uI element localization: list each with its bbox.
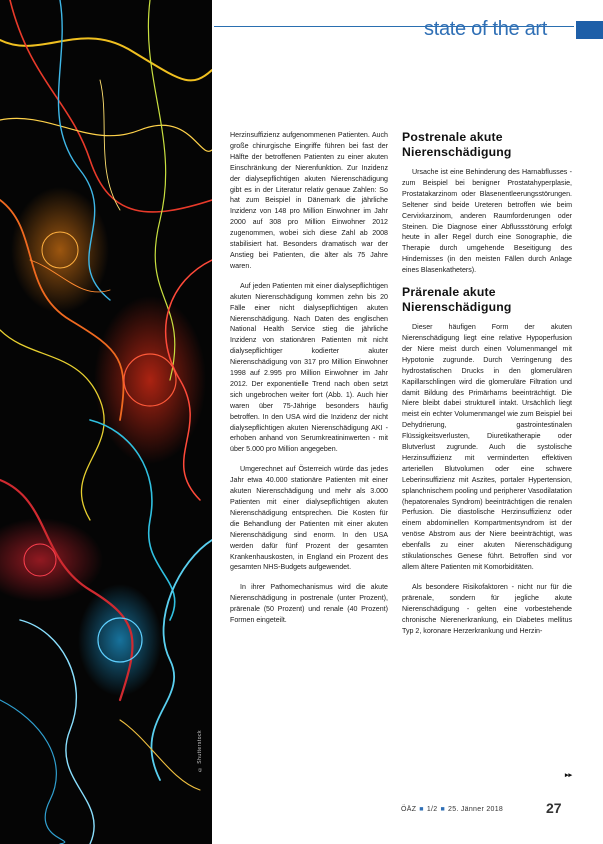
- text-column-left: [230, 130, 388, 635]
- page-number: 27: [546, 800, 562, 816]
- continue-arrow-icon: ▸▸: [565, 772, 573, 779]
- paragraph: Herzinsuffizienz aufgenommenen Patienten. Auch große chirurgische Eingriffe führen bei fast der Hälfte der betroffenen Patienten zu einer akuten Einschränkung der Nierenfunktion. Zur Inzidenz der dialysepflichtigen akuten Nierenschädigung gibt es in der Literatur relativ genaue Zahlen: So hat zum Beispiel in Dänemark die jährliche Inzidenz von 148 pro Million Einwohner im Jahr 2000 auf 308 pro Million Einwohner 2012 zugenommen, wobei sich diese Zahl ab 2008 stabilisiert hat. Besonders dramatisch war der Anstieg bei Patienten, die älter als 75 Jahre waren.: [230, 131, 388, 270]
- paragraph: Ursache ist eine Behinderung des Harnabflusses - zum Beispiel bei benigner Prostatahyperplasie, Prostatakarzinom oder Blasenentleerungsstörungen. Seltener sind beide Ureteren betroffen wie beim Cervixkarzinom, anderen Raumforderungen oder Steinen. Die Diagnose einer Abflussstörung erfolgt heute in aller Regel durch eine Sonographie, die Therapie durch umgehende Beseitigung des Hindernisses (in den meisten Fällen durch Anlage eines Blasenkatheters).: [402, 168, 572, 275]
- section-heading: Prärenale akute Nierenschädigung: [402, 285, 512, 314]
- text-column-right: [402, 130, 572, 645]
- journal-name: ÖÄZ: [401, 806, 417, 813]
- section-title: state of the art: [424, 18, 548, 40]
- cover-photo: [0, 0, 212, 844]
- paragraph: Dieser häufigen Form der akuten Nierenschädigung liegt eine relative Hypoperfusion der Niere meist durch einen Volumenmangel mit Hypotonie zugrunde. Durch Verringerung des hydrostatischen Drucks in den glomerulären Kapillarschlingen wird die glomeruläre Filtration und damit Bildung des Primärharns beeinträchtigt. Die Niere bleibt dabei strukturell intakt. Ursächlich liegt meist ein echter Volumenmangel wie zum Beispiel bei Dehydrierung, gastrointestinalen Flüssigkeitsverlusten, Diuretikatherapie oder Blutverlust zugrunde. Auch die systolische Herzinsuffizienz mit verminderten effektiven arteriellen Blutvolumen oder eine schwere Leberinsuffizienz mit Aszites, portaler Hypertension, splanchnischem pooling und peripherer Vasodilatation (hepatorenales Syndrom) beeinträchtigen die renalen Perfusion. Die diastolische Herzinsuffizienz oder einem abdominellen Kompartmentsyndrom ist der venöse Abstrom aus der Niere beeinträchtigt, was ebenfalls zu einer akuten Nierenschädigung stikulationsches Genese führt. Betroffen sind vor allem ältere Patienten mit Komorbiditäten.: [402, 323, 572, 571]
- paragraph: Umgerechnet auf Österreich würde das jedes Jahr etwa 40.000 stationäre Patienten mit einer akuten Nierenschädigung und mehr als 3.000 Patienten mit einer dialysepflichtigen akuten Nierenschädigung entsprechen. Die Kosten für die Behandlung der Patienten mit einer akuten Nierenschädigung sind enorm. In den USA werden dafür fünf Prozent der gesamten Krankenhauskosten, in England ein Prozent des gesamten NHS-Budgets aufgewendet.: [230, 465, 388, 572]
- issue-date: 25. Jänner 2018: [448, 806, 504, 813]
- footer: ÖÄZ ■ 1/2 ■ 25. Jänner 2018: [401, 806, 504, 813]
- paragraph: In ihrer Pathomechanismus wird die akute Nierenschädigung in postrenale (unter Prozent), prärenale (50 Prozent) und renale (40 Prozent) Formen eingeteilt.: [230, 583, 388, 625]
- photo-credit: © Shutterstock: [197, 730, 203, 773]
- section-heading: Postrenale akute Nierenschädigung: [402, 130, 512, 159]
- paragraph: Als besondere Risikofaktoren - nicht nur für die prärenale, sondern für jegliche akute Nierenschädigung - gelten eine vorbestehende chronische Nierenerkrankung, ein Diabetes mellitus Typ 2, koronare Herzerkrankung und Herzin-: [402, 582, 572, 635]
- header-accent-block: [576, 21, 603, 39]
- issue-number: 1/2: [426, 806, 438, 813]
- paragraph: Auf jeden Patienten mit einer dialysepflichtigen akuten Nierenschädigung kommen zehn bis 20 Fälle einer nicht dialysepflichtigen akuten Nierenschädigung. Nach Daten des englischen National Health Service stieg die jährliche Inzidenz von stationären Patienten mit nicht dialysepflichtiger kodierter akuter Nierenschädigung von 317 pro Million Einwohner 1998 auf 2.995 pro Million Einwohner im Jahr 2012. Der exponentielle Trend nach oben setzt sich ungebrochen weiter fort (Abb. 1). Auch hier waren über 75-Jährige besonders häufig betroffen. In den USA wird die Inzidenz der nicht dialysepflichtigen akuten Nierenschädigung AKI - erhoben anhand von Serumkreatininwerten - mit über 5.000 pro Million angegeben.: [230, 281, 388, 454]
- neuron-illustration: [0, 0, 212, 844]
